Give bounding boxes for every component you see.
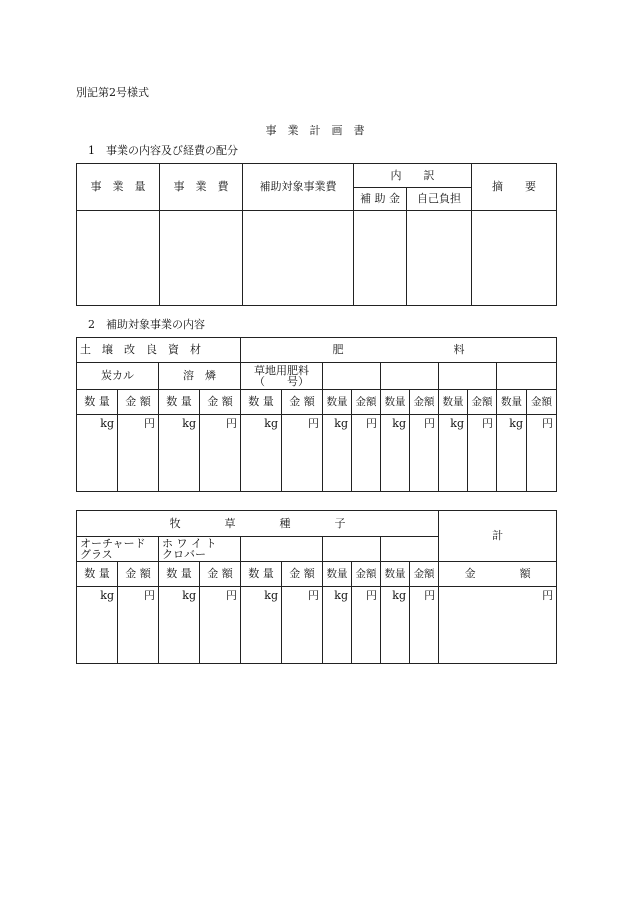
seed-table [76, 510, 557, 664]
total-header: 計 [439, 511, 557, 562]
item-yorin: 溶 燐 [159, 363, 241, 390]
unit-yen: 円 [352, 587, 381, 664]
item-grassland-fertilizer: 草地用肥料 （ 号） [241, 363, 323, 390]
form-number: 別記第2号様式 [76, 86, 149, 99]
col-amt: 金 額 [282, 562, 323, 587]
unit-kg: kg [241, 415, 282, 492]
item-blank-3 [381, 537, 439, 562]
cell-subsidy [354, 211, 407, 306]
unit-yen: 円 [200, 587, 241, 664]
item-blank-2 [323, 537, 381, 562]
col-qty: 数 量 [159, 390, 200, 415]
unit-yen: 円 [410, 415, 439, 492]
col-qty: 数量 [381, 390, 410, 415]
unit-kg: kg [439, 415, 468, 492]
header-self-pay: 自己負担 [407, 188, 472, 211]
cell-subsidy-target [243, 211, 354, 306]
fertilizer-header: 肥 料 [241, 338, 557, 363]
item-orchardgrass: オーチャード グラス [77, 537, 159, 562]
header-breakdown: 内 訳 [354, 164, 472, 188]
header-subsidy-target: 補助対象事業費 [243, 164, 354, 211]
col-amt: 金額 [527, 390, 557, 415]
section1-heading: 1 事業の内容及び経費の配分 [88, 144, 238, 157]
unit-kg: kg [323, 587, 352, 664]
unit-yen: 円 [410, 587, 439, 664]
col-amt: 金 額 [200, 562, 241, 587]
col-amt: 金額 [410, 390, 439, 415]
soil-materials-header: 土 壌 改 良 資 材 [77, 338, 241, 363]
unit-yen: 円 [527, 415, 557, 492]
total-unit-yen: 円 [439, 587, 557, 664]
col-amt: 金 額 [200, 390, 241, 415]
unit-yen: 円 [200, 415, 241, 492]
project-content-table [76, 337, 557, 492]
unit-yen: 円 [468, 415, 497, 492]
cell-self-pay [407, 211, 472, 306]
item-blank-4 [497, 363, 557, 390]
item-white-clover: ホ ワ イ ト クロバー [159, 537, 241, 562]
document-title: 事 業 計 画 書 [265, 124, 365, 137]
unit-kg: kg [241, 587, 282, 664]
unit-yen: 円 [282, 415, 323, 492]
unit-kg: kg [77, 587, 118, 664]
item-blank-1 [241, 537, 323, 562]
col-qty: 数 量 [241, 562, 282, 587]
unit-yen: 円 [118, 587, 159, 664]
unit-kg: kg [159, 415, 200, 492]
col-qty: 数量 [323, 562, 352, 587]
col-amt: 金額 [468, 390, 497, 415]
unit-kg: kg [77, 415, 118, 492]
cell-quantity [77, 211, 160, 306]
unit-kg: kg [497, 415, 527, 492]
col-qty: 数 量 [77, 562, 118, 587]
unit-yen: 円 [282, 587, 323, 664]
col-qty: 数 量 [77, 390, 118, 415]
unit-kg: kg [159, 587, 200, 664]
unit-kg: kg [381, 587, 410, 664]
amount-header: 金 額 [439, 562, 557, 587]
header-quantity: 事 業 量 [77, 164, 160, 211]
unit-kg: kg [381, 415, 410, 492]
seeds-header: 牧 草 種 子 [77, 511, 439, 537]
item-blank-1 [323, 363, 381, 390]
header-cost: 事 業 費 [160, 164, 243, 211]
item-blank-3 [439, 363, 497, 390]
item-tankaru: 炭カル [77, 363, 159, 390]
col-qty: 数量 [381, 562, 410, 587]
cell-cost [160, 211, 243, 306]
col-amt: 金 額 [118, 562, 159, 587]
col-amt: 金 額 [118, 390, 159, 415]
col-amt: 金額 [410, 562, 439, 587]
col-qty: 数 量 [159, 562, 200, 587]
col-qty: 数量 [439, 390, 468, 415]
unit-yen: 円 [352, 415, 381, 492]
section2-heading: 2 補助対象事業の内容 [88, 318, 205, 331]
expense-allocation-table [76, 163, 557, 306]
col-amt: 金額 [352, 390, 381, 415]
col-amt: 金 額 [282, 390, 323, 415]
unit-yen: 円 [118, 415, 159, 492]
cell-remarks [472, 211, 557, 306]
unit-kg: kg [323, 415, 352, 492]
header-remarks: 摘 要 [472, 164, 557, 211]
col-qty: 数 量 [241, 390, 282, 415]
item-blank-2 [381, 363, 439, 390]
col-amt: 金額 [352, 562, 381, 587]
header-subsidy: 補 助 金 [354, 188, 407, 211]
col-qty: 数量 [323, 390, 352, 415]
col-qty: 数量 [497, 390, 527, 415]
